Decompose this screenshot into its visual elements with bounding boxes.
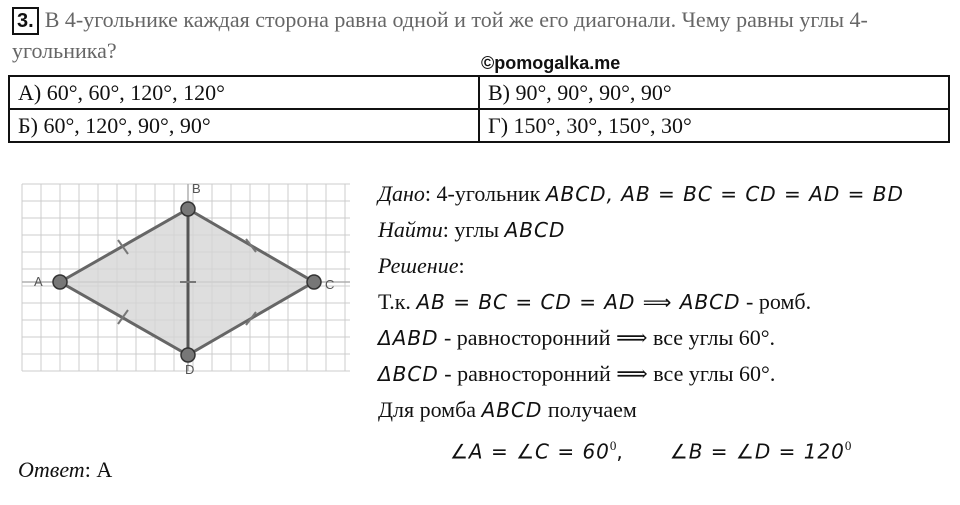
find-math: ABCD bbox=[504, 218, 566, 242]
line1-prefix: Т.к. bbox=[378, 289, 411, 314]
line1-math: AB = BC = CD = AD ⟹ ABCD bbox=[416, 290, 741, 314]
angles-2: ∠B = ∠D = 120 bbox=[669, 439, 845, 464]
solution-line-4 bbox=[378, 392, 904, 428]
label-b: B bbox=[192, 181, 201, 196]
point-a bbox=[53, 275, 67, 289]
watermark: ©pomogalka.me bbox=[481, 53, 621, 73]
degree-sup-1: 0 bbox=[609, 438, 617, 453]
option-v: В) 90°, 90°, 90°, 90° bbox=[479, 76, 949, 109]
label-c: C bbox=[325, 277, 335, 292]
line4-suffix: получаем bbox=[547, 397, 637, 422]
line3-text: - равносторонний ⟹ все углы 60°. bbox=[444, 361, 776, 386]
solution-block bbox=[378, 176, 904, 464]
given-label: Дано bbox=[378, 181, 425, 206]
solution-label-line: Решение: bbox=[378, 253, 465, 278]
find-line: Найти: углы ABCD bbox=[378, 217, 566, 242]
point-b bbox=[181, 202, 195, 216]
find-label: Найти bbox=[378, 217, 443, 242]
question-header bbox=[12, 4, 942, 66]
label-a: A bbox=[34, 274, 43, 289]
option-g: Г) 150°, 30°, 150°, 30° bbox=[479, 109, 949, 142]
given-line: Дано: 4-угольник ABCD, AB = BC = CD = AD = BD bbox=[378, 181, 904, 206]
label-d: D bbox=[185, 362, 195, 376]
option-b: Б) 60°, 120°, 90°, 90° bbox=[9, 109, 479, 142]
given-text: 4-угольник bbox=[436, 181, 541, 206]
comma: , bbox=[616, 439, 623, 464]
question-text: В 4-угольнике каждая сторона равна одной и той же его диагонали. Чему равны углы 4-угольника? bbox=[12, 7, 868, 63]
line4-text: Для ромба bbox=[378, 397, 477, 422]
line2-math: ΔABD bbox=[378, 326, 439, 350]
angles-line bbox=[378, 428, 904, 464]
options-row bbox=[9, 76, 949, 109]
point-d bbox=[181, 348, 195, 362]
line1-suffix: - ромб. bbox=[746, 289, 812, 314]
point-c bbox=[307, 275, 321, 289]
degree-sup-2: 0 bbox=[844, 438, 852, 453]
answer-value: А bbox=[96, 457, 113, 482]
line3-math: ΔBCD bbox=[378, 362, 439, 386]
option-a: А) 60°, 60°, 120°, 120° bbox=[9, 76, 479, 109]
rhombus-figure bbox=[14, 176, 354, 376]
question-number: 3. bbox=[12, 7, 39, 35]
options-row bbox=[9, 109, 949, 142]
solution-line-2 bbox=[378, 320, 904, 356]
given-math: ABCD, AB = BC = CD = AD = BD bbox=[545, 182, 904, 206]
line4-math: ABCD bbox=[481, 398, 543, 422]
answer-label: Ответ bbox=[18, 457, 85, 482]
answer-line: Ответ: А bbox=[18, 457, 113, 482]
answer-options-table bbox=[8, 75, 950, 143]
solution-line-3 bbox=[378, 356, 904, 392]
find-text: углы bbox=[454, 217, 500, 242]
angles-1: ∠A = ∠C = 60 bbox=[450, 439, 610, 464]
solution-line-1 bbox=[378, 284, 904, 320]
line2-text: - равносторонний ⟹ все углы 60°. bbox=[443, 325, 776, 350]
solution-label: Решение bbox=[378, 253, 459, 278]
